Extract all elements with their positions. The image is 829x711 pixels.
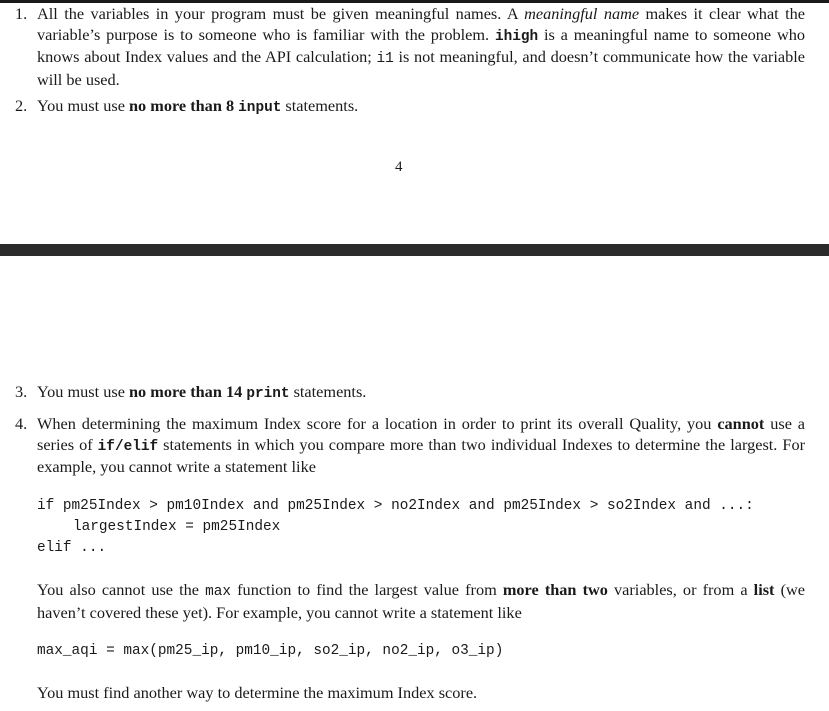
list-item-1 <box>15 4 805 90</box>
list-item-2 <box>15 96 805 119</box>
inline-code: if/elif <box>97 438 159 455</box>
text-span: statements. <box>281 96 359 115</box>
code-line-2: largestIndex = pm25Index <box>73 519 281 535</box>
code-line-1: if pm25Index > pm10Index and pm25Index > no2Index and pm25Index > so2Index and ...: <box>37 498 754 514</box>
list-item-3 <box>15 382 805 405</box>
code-line-3: elif ... <box>37 540 107 556</box>
code-line-max: max_aqi = max(pm25_ip, pm10_ip, so2_ip, no2_ip, o3_ip) <box>37 643 504 659</box>
item-number: 4. <box>15 414 28 433</box>
inline-code: max <box>205 584 232 600</box>
inline-code: input <box>238 100 282 116</box>
bold-text: more than two <box>502 580 608 599</box>
bold-text: no more than 14 <box>129 382 243 401</box>
text-span: All the variables in your program must be given meaningful names. A <box>37 4 525 23</box>
text-span: use a series of <box>37 414 805 454</box>
inline-code: i1 <box>376 51 394 68</box>
item-number: 3. <box>15 382 28 401</box>
text-span: You must use <box>37 382 129 401</box>
item-text <box>37 382 805 405</box>
text-span: When determining the maximum Index score for a location in order to print its overall Quality, you <box>37 414 718 433</box>
text-span: (we haven’t covered these yet). For example, you cannot write a statement like <box>37 580 805 622</box>
text-span: You also cannot use the <box>37 580 206 599</box>
bold-text: list <box>753 580 775 599</box>
inline-code: print <box>246 386 290 402</box>
top-rule <box>0 0 829 3</box>
list-item-4 <box>15 414 805 478</box>
item-text <box>37 414 805 478</box>
bold-text: cannot <box>717 414 765 433</box>
text-span: statements in which you compare more than two individual Indexes to determine the largest. For example, you cannot write a statement like <box>37 434 806 477</box>
text-span: makes it clear what the variable’s purpose is to someone who is familiar with the problem. <box>37 4 805 44</box>
text-span: variables, or from a <box>607 580 754 599</box>
text-span: statements. <box>289 382 367 401</box>
max-paragraph <box>37 580 805 623</box>
text-span: is a meaningful name to someone who knows about Index values and the API calculation; <box>37 24 805 67</box>
page-number: 4 <box>395 159 403 175</box>
item-text <box>37 4 805 90</box>
text-span: function to find the largest value from <box>231 580 503 599</box>
page-break-bar <box>0 244 829 256</box>
item-text <box>37 96 805 119</box>
inline-code: ihigh <box>494 28 539 45</box>
final-paragraph: You must find another way to determine the maximum Index score. <box>37 683 478 702</box>
item-number: 2. <box>15 96 28 115</box>
text-span: You must use <box>37 96 129 115</box>
text-span: is not meaningful, and doesn’t communicate how the variable will be used. <box>37 47 805 89</box>
italic-term: meaningful name <box>524 4 640 23</box>
item-number: 1. <box>15 4 28 23</box>
bold-text: no more than 8 <box>129 96 235 115</box>
